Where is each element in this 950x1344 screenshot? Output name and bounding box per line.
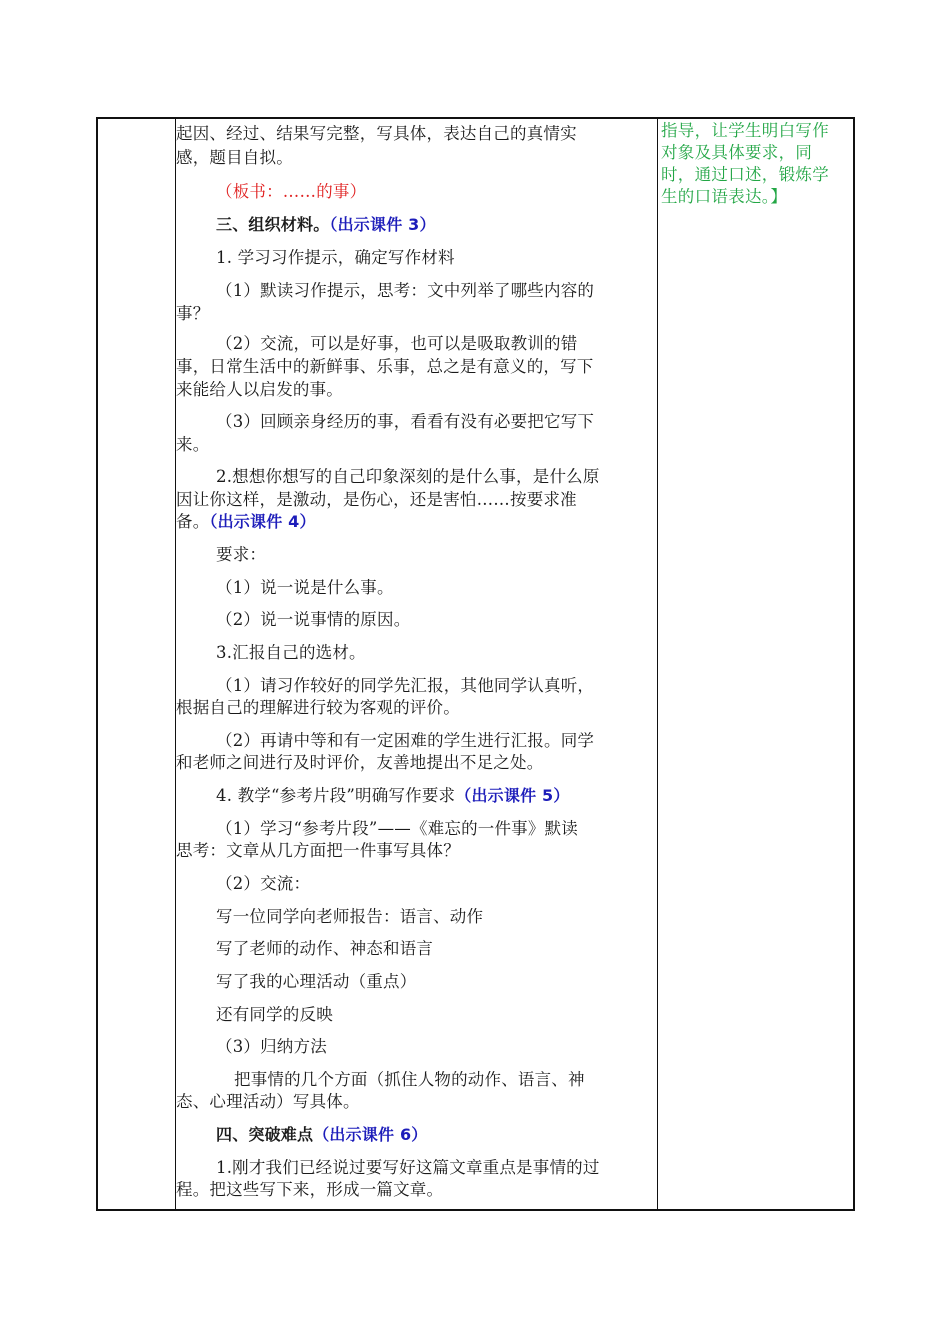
section3-title: 三、组织材料。 [216, 215, 330, 234]
example-1: 写一位同学向老师报告：语言、动作 [216, 907, 484, 926]
teaching-process-cell [176, 119, 657, 1209]
item-1: 1. 学习习作提示，确定写作材料 [216, 248, 455, 267]
item-2-line-1: 2.想想你想写的自己印象深刻的是什么事，是什么原 [216, 467, 600, 486]
item-2-end-text: 备。 [176, 512, 210, 531]
item-1-2-line-2: 事，日常生活中的新鲜事、乐事，总之是有意义的，写下 [176, 357, 594, 376]
item-1-2-line-1: （2）交流，可以是好事，也可以是吸取教训的错 [216, 334, 578, 353]
section4-courseware-link: （出示课件 6） [313, 1125, 428, 1144]
item-3-2-line-1: （2）再请中等和有一定困难的学生进行汇报。同学 [216, 731, 595, 750]
intro-line-2: 感，题目自拟。 [176, 148, 293, 167]
item-1-3-line-1: （3）回顾亲身经历的事，看看有没有必要把它写下 [216, 412, 595, 431]
item-4-3: （3）归纳方法 [216, 1037, 327, 1056]
note-line-2: 对象及具体要求，同 [661, 143, 813, 162]
item-4-courseware-link: （出示课件 5） [455, 786, 570, 805]
example-4: 还有同学的反映 [216, 1005, 333, 1024]
item-2-line-3 [176, 511, 657, 533]
example-2: 写了老师的动作、神态和语言 [216, 939, 434, 958]
item-4 [176, 785, 657, 807]
section4-title: 四、突破难点 [216, 1125, 314, 1144]
example-3: 写了我的心理活动（重点） [216, 972, 417, 991]
design-intent-cell [659, 119, 855, 1209]
note-line-3: 时，通过口述，锻炼学 [661, 165, 829, 184]
item-2-line-2: 因让你这样，是激动，是伤心，还是害怕……按要求准 [176, 490, 577, 509]
item-3-1-line-1: （1）请习作较好的同学先汇报，其他同学认真听， [216, 676, 595, 695]
method-line-2: 态、心理活动）写具体。 [176, 1092, 360, 1111]
item-3: 3.汇报自己的选材。 [216, 643, 366, 662]
item-4-1-line-2: 思考：文章从几方面把一件事写具体？ [176, 841, 460, 860]
method-line-1: 把事情的几个方面（抓住人物的动作、语言、神 [234, 1070, 585, 1089]
section4-item-1-line-1: 1.刚才我们已经说过要写好这篇文章重点是事情的过 [216, 1158, 600, 1177]
item-1-1-line-1: （1）默读习作提示，思考：文中列举了哪些内容的 [216, 281, 595, 300]
section4-item-1-line-2: 程。把这些写下来，形成一篇文章。 [176, 1180, 444, 1199]
requirement-1: （1）说一说是什么事。 [216, 578, 394, 597]
note-line-1: 指导，让学生明白写作 [661, 121, 829, 140]
requirements-title: 要求： [216, 545, 267, 564]
item-1-3-line-2: 来。 [176, 435, 210, 454]
item-4-text: 4. 教学“参考片段”明确写作要求 [216, 786, 456, 805]
column-divider-2 [657, 119, 658, 1209]
requirement-2: （2）说一说事情的原因。 [216, 610, 411, 629]
left-column-cell [98, 119, 175, 1209]
item-3-2-line-2: 和老师之间进行及时评价，友善地提出不足之处。 [176, 753, 544, 772]
section3-courseware-link: （出示课件 3） [329, 215, 436, 234]
board-note: （板书：……的事） [216, 182, 367, 201]
lesson-table [96, 117, 855, 1211]
item-2-courseware-link: （出示课件 4） [209, 512, 316, 531]
item-1-1-line-2: 事？ [176, 304, 210, 323]
section3-heading [176, 214, 657, 236]
intro-line-1: 起因、经过、结果写完整，写具体，表达自己的真情实 [176, 124, 577, 143]
item-1-2-line-3: 来能给人以启发的事。 [176, 380, 343, 399]
item-3-1-line-2: 根据自己的理解进行较为客观的评价。 [176, 698, 460, 717]
item-4-1-line-1: （1）学习“参考片段”——《难忘的一件事》默读 [216, 819, 578, 838]
section4-heading [176, 1124, 657, 1146]
note-line-4: 生的口语表达。】 [661, 187, 788, 206]
item-4-2: （2）交流： [216, 874, 311, 893]
